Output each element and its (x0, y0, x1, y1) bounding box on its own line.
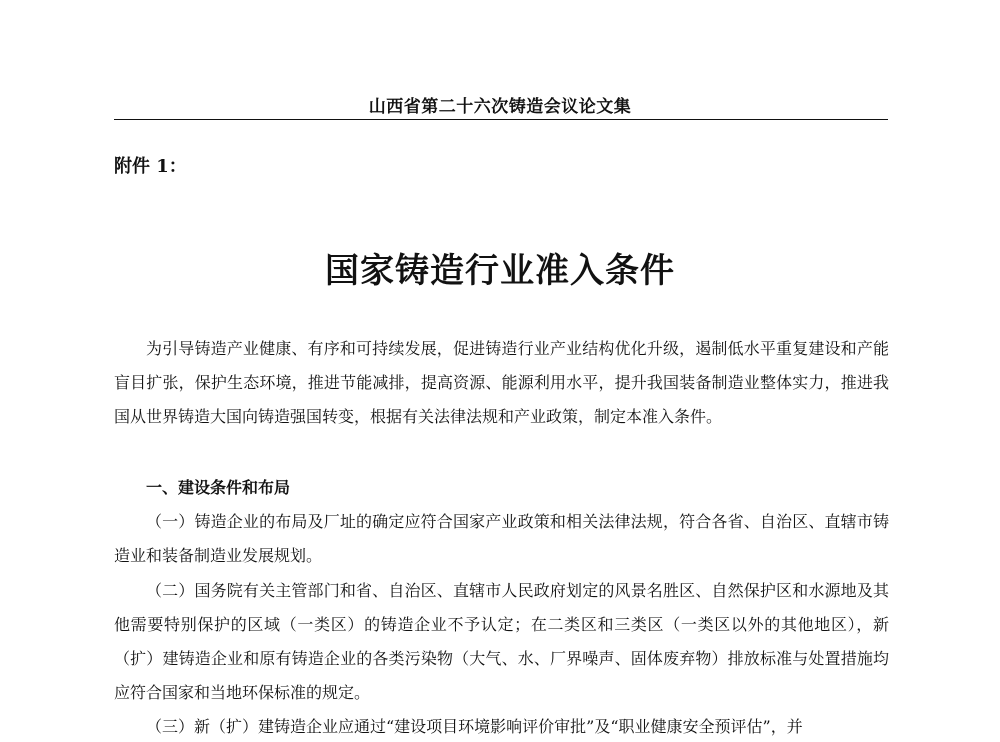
section-1-item-2: （二）国务院有关主管部门和省、自治区、直辖市人民政府划定的风景名胜区、自然保护区和水源地及其他需要特别保护的区域（一类区）的铸造企业不予认定；在二类区和三类区（一类区以外的其他地区），新（扩）建铸造企业和原有铸造企业的各类污染物（大气、水、厂界噪声、固体废弃物）排放标准与处置措施均应符合国家和当地环保标准的规定。 (114, 580, 889, 703)
header-rule (114, 119, 888, 120)
appendix-label: 附件 1： (114, 156, 187, 177)
section-1-item-1: （一）铸造企业的布局及厂址的确定应符合国家产业政策和相关法律法规，符合各省、自治区、直辖市铸造业和装备制造业发展规划。 (114, 512, 889, 566)
document-title: 国家铸造行业准入条件 (325, 251, 675, 291)
section-1-heading: 一、建设条件和布局 (146, 478, 291, 497)
section-1 (114, 471, 889, 742)
intro-paragraph: 为引导铸造产业健康、有序和可持续发展，促进铸造行业产业结构优化升级，遏制低水平重复建设和产能盲目扩张，保护生态环境，推进节能减排，提高资源、能源利用水平，提升我国装备制造业整体实力，推进我国从世界铸造大国向铸造强国转变，根据有关法律法规和产业政策，制定本准入条件。 (114, 339, 889, 427)
section-1-item-3: （三）新（扩）建铸造企业应通过“建设项目环境影响评价审批”及“职业健康安全预评估”，并 (146, 717, 803, 737)
intro-block (114, 332, 889, 435)
running-header: 山西省第二十六次铸造会议论文集 (368, 97, 632, 117)
